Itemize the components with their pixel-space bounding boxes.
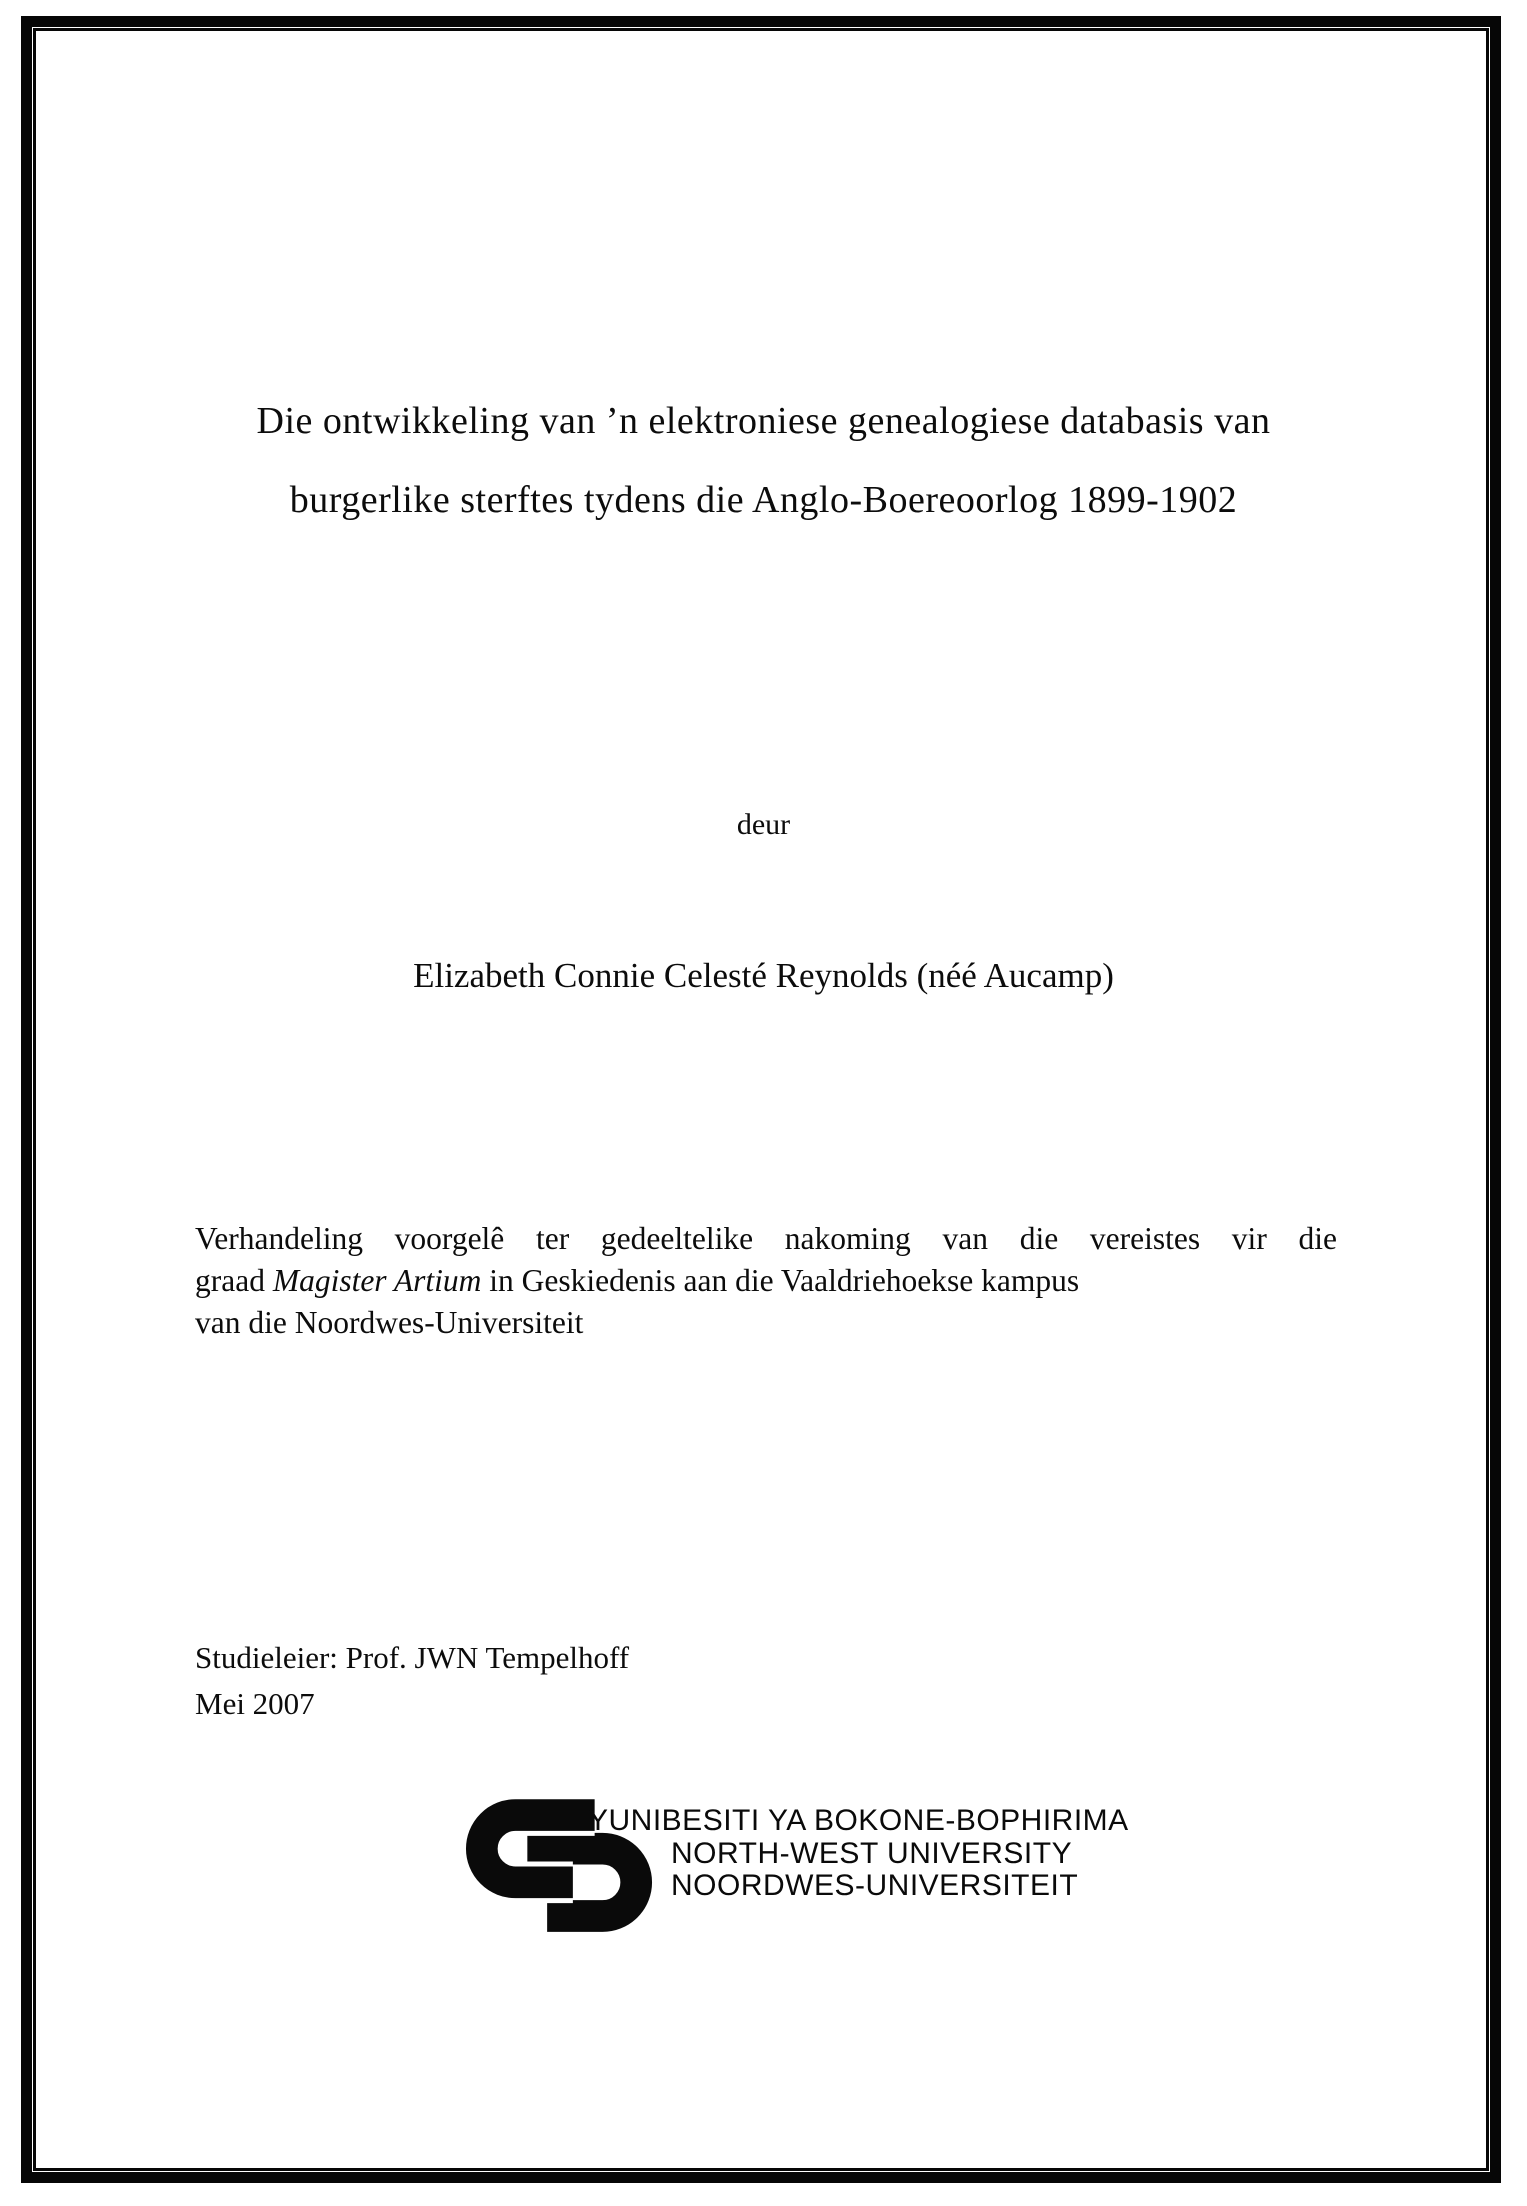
supervisor-block <box>195 1635 629 1727</box>
byline-deur: deur <box>736 808 791 841</box>
degree-statement-line-3: van die Noordwes-Universiteit <box>195 1305 584 1340</box>
thesis-title <box>110 382 1417 540</box>
thesis-title-line-2: burgerlike sterftes tydens die Anglo-Boereoorlog 1899-1902 <box>289 479 1238 521</box>
degree-statement-line-1: Verhandeling voorgelê ter gedeeltelike nakoming van die vereistes vir die <box>195 1221 1337 1256</box>
university-name-setswana: YUNIBESITI YA BOKONE-BOPHIRIMA <box>588 1804 1129 1837</box>
supervisor-line: Studieleier: Prof. JWN Tempelhoff <box>195 1640 630 1675</box>
date-line: Mei 2007 <box>195 1686 315 1721</box>
degree-statement-line-2-suffix: in Geskiedenis aan die Vaaldriehoekse kampus <box>481 1263 1080 1298</box>
degree-statement-line-2 <box>195 1260 1337 1302</box>
university-name-english: NORTH-WEST UNIVERSITY <box>671 1837 1073 1870</box>
author-name: Elizabeth Connie Celesté Reynolds (néé Aucamp) <box>413 956 1114 995</box>
university-name-afrikaans: NOORDWES-UNIVERSITEIT <box>671 1869 1079 1902</box>
degree-name-italic: Magister Artium <box>272 1263 482 1298</box>
degree-statement-line-2-prefix: graad <box>195 1263 273 1298</box>
degree-statement <box>195 1218 1337 1344</box>
thesis-title-line-1: Die ontwikkeling van ’n elektroniese genealogiese databasis van <box>256 400 1271 442</box>
